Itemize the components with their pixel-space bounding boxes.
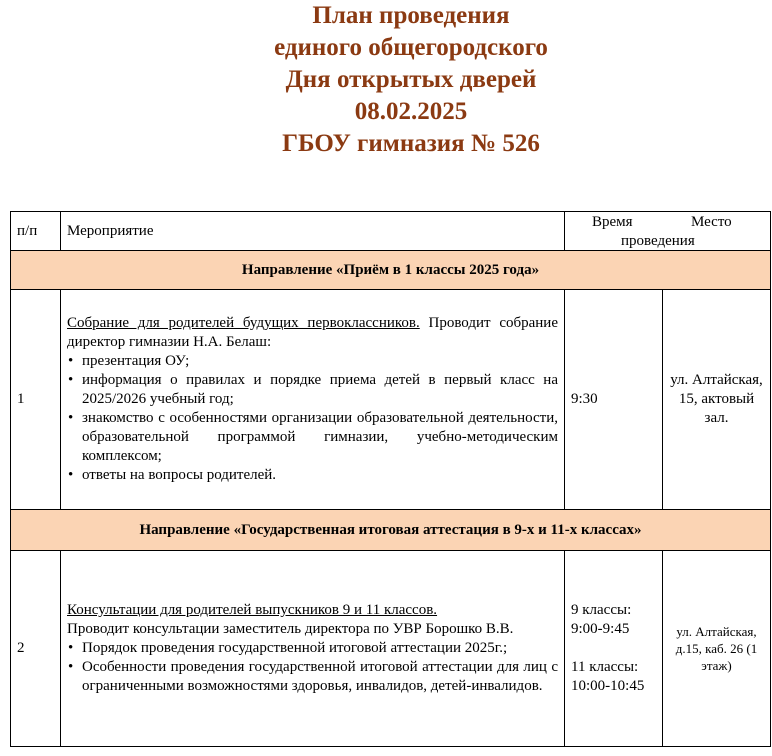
time-value-9: 9:00-9:45 <box>571 621 630 637</box>
row-place: ул. Алтайская, д.15, каб. 26 (1 этаж) <box>663 551 771 747</box>
title-line: ГБОУ гимназия № 526 <box>282 130 540 157</box>
document-title <box>0 0 772 160</box>
title-line: единого общегородского <box>274 34 548 61</box>
table-row <box>11 551 771 747</box>
header-place: Место <box>691 214 732 230</box>
row-description <box>61 290 565 510</box>
bullet-list <box>67 639 558 696</box>
row-num: 2 <box>11 551 61 747</box>
row-heading: Консультации для родителей выпускников 9 и 11 классов. <box>67 602 438 618</box>
row-time <box>565 551 663 747</box>
row-heading: Собрание для родителей будущих первоклассников. <box>67 315 420 331</box>
title-line: Дня открытых дверей <box>285 66 537 93</box>
row-description <box>61 551 565 747</box>
list-item: • Порядок проведения государственной итоговой аттестации 2025г.; <box>67 639 558 658</box>
section-title: Направление «Государственная итоговая аттестация в 9-х и 11-х классах» <box>11 510 771 551</box>
title-line: 08.02.2025 <box>354 98 468 125</box>
time-label-9: 9 классы: <box>571 602 632 618</box>
row-intro <box>67 314 558 352</box>
list-item: • знакомство с особенностями организации образовательной деятельности, образовательной программой гимназии, учебно-методическим комплексом; <box>67 409 558 466</box>
section-title: Направление «Приём в 1 классы 2025 года» <box>11 251 771 290</box>
bullet-list <box>67 352 558 485</box>
section-row <box>11 510 771 551</box>
table-header-row <box>11 212 771 251</box>
time-value-11: 10:00-10:45 <box>571 678 645 694</box>
header-place-2: проведения <box>621 233 695 249</box>
time-label-11: 11 классы: <box>571 659 639 675</box>
title-line: План проведения <box>312 2 510 29</box>
event-plan-table <box>10 211 771 747</box>
row-time: 9:30 <box>565 290 663 510</box>
row-place: ул. Алтайская, 15, актовый зал. <box>663 290 771 510</box>
header-num: п/п <box>11 212 61 251</box>
spacer <box>571 639 656 658</box>
header-time-place <box>565 212 771 251</box>
list-item: • ответы на вопросы родителей. <box>67 466 558 485</box>
row-intro-text: Проводит собрание директор гимназии Н.А. Белаш: <box>67 315 558 350</box>
row-intro <box>67 601 558 620</box>
section-row <box>11 251 771 290</box>
header-event: Мероприятие <box>61 212 565 251</box>
row-intro-text: Проводит консультации заместитель директора по УВР Борошко В.В. <box>67 621 514 637</box>
row-num: 1 <box>11 290 61 510</box>
list-item: • информация о правилах и порядке приема детей в первый класс на 2025/2026 учебный год; <box>67 371 558 409</box>
header-time: Время <box>592 214 633 230</box>
list-item: • презентация ОУ; <box>67 352 558 371</box>
table-row <box>11 290 771 510</box>
list-item: • Особенности проведения государственной итоговой аттестации для лиц с ограниченными возможностями здоровья, инвалидов, детей-инвалидов. <box>67 658 558 696</box>
